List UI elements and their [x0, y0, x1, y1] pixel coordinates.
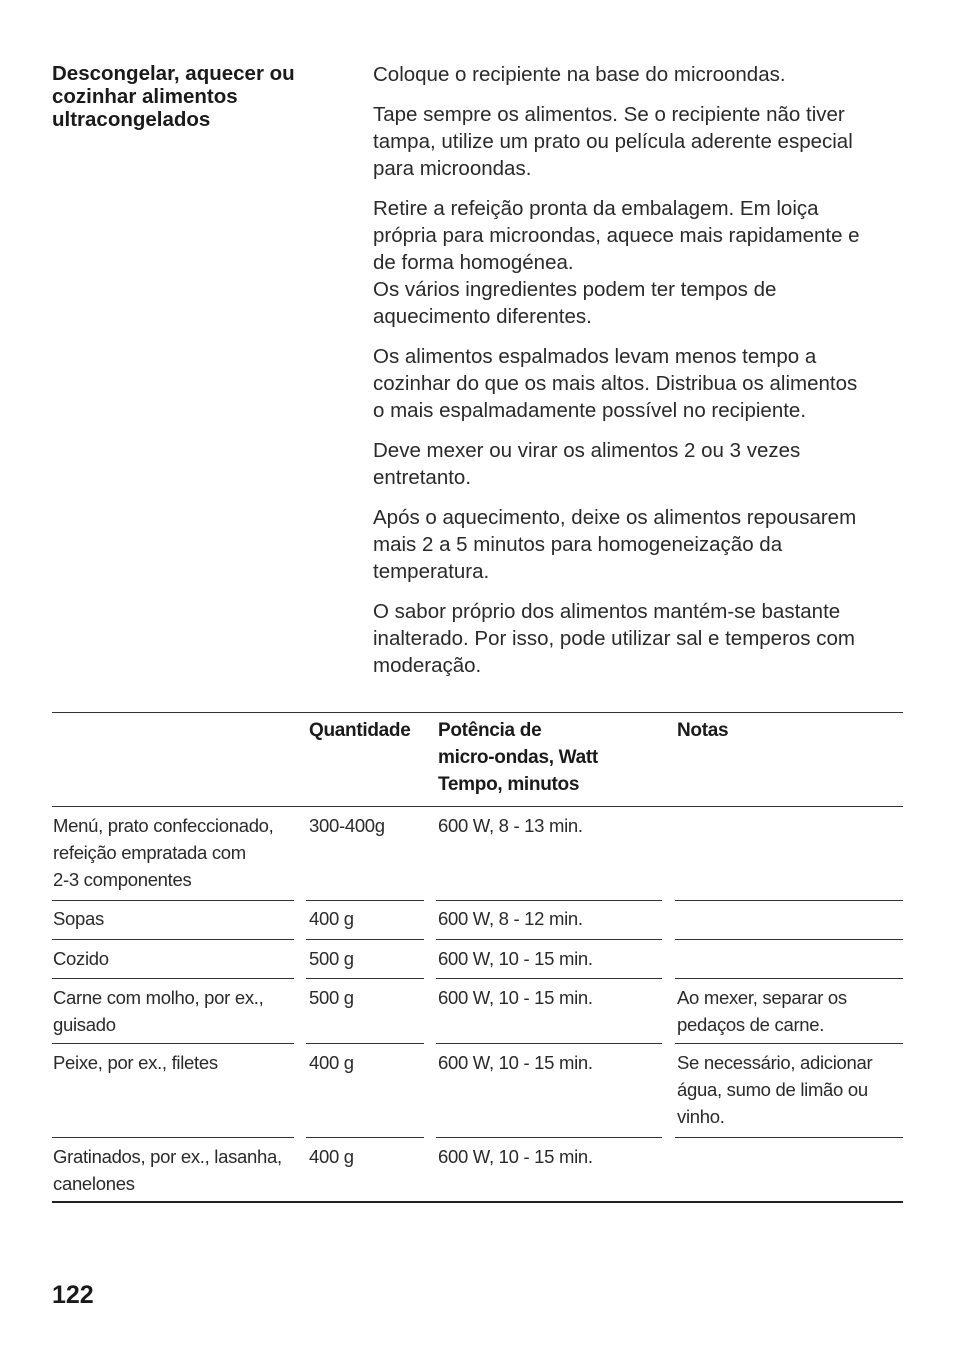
cell-power-time: 600 W, 8 - 12 min.: [438, 908, 583, 929]
row-divider: [675, 939, 903, 940]
cell-power-time: 600 W, 8 - 13 min.: [438, 815, 583, 836]
row-divider: [436, 939, 662, 940]
cell-food: Peixe, por ex., filetes: [53, 1052, 218, 1073]
row-divider: [52, 939, 294, 940]
cell-quantity: 400 g: [309, 1052, 354, 1073]
row-divider: [675, 900, 903, 901]
cell-food: Carne com molho, por ex., guisado: [53, 987, 264, 1035]
row-divider: [675, 1137, 903, 1138]
cell-quantity: 300-400g: [309, 815, 385, 836]
cell-power-time: 600 W, 10 - 15 min.: [438, 987, 593, 1008]
row-divider: [52, 1043, 294, 1044]
row-divider: [52, 1137, 294, 1138]
cell-food: Cozido: [53, 948, 109, 969]
instructions-text: [373, 61, 918, 692]
table-bottom-rule: [52, 1201, 903, 1203]
page-number: 122: [52, 1281, 94, 1309]
cell-notes: Se necessário, adicionar água, sumo de limão ou vinho.: [677, 1052, 873, 1127]
table-top-rule: [52, 712, 903, 713]
section-heading: Descongelar, aquecer ou cozinhar alimentos ultracongelados: [52, 62, 295, 131]
row-divider: [436, 1137, 662, 1138]
cell-quantity: 400 g: [309, 1146, 354, 1167]
paragraph: Após o aquecimento, deixe os alimentos repousarem mais 2 a 5 minutos para homogeneização da temperatura.: [373, 506, 857, 583]
cell-power-time: 600 W, 10 - 15 min.: [438, 1052, 593, 1073]
cell-power-time: 600 W, 10 - 15 min.: [438, 1146, 593, 1167]
paragraph: O sabor próprio dos alimentos mantém-se bastante inalterado. Por isso, pode utilizar sal e temperos com moderação.: [373, 600, 855, 677]
cell-quantity: 400 g: [309, 908, 354, 929]
header-notes: Notas: [677, 720, 729, 741]
header-quantity: Quantidade: [309, 720, 411, 741]
cell-food: Sopas: [53, 908, 104, 929]
table-header-rule: [52, 806, 903, 807]
row-divider: [436, 978, 662, 979]
cell-quantity: 500 g: [309, 987, 354, 1008]
row-divider: [52, 978, 294, 979]
row-divider: [436, 900, 662, 901]
row-divider: [306, 900, 424, 901]
cell-power-time: 600 W, 10 - 15 min.: [438, 948, 593, 969]
paragraph: Deve mexer ou virar os alimentos 2 ou 3 vezes entretanto.: [373, 439, 801, 489]
row-divider: [306, 978, 424, 979]
cell-food: Menú, prato confeccionado, refeição empratada com 2-3 componentes: [53, 815, 274, 890]
row-divider: [436, 1043, 662, 1044]
paragraph: Retire a refeição pronta da embalagem. Em loiça própria para microondas, aquece mais rapidamente e de forma homogénea. Os vários ingredientes podem ter tempos de aquecimento diferentes.: [373, 197, 860, 328]
row-divider: [306, 939, 424, 940]
row-divider: [306, 1137, 424, 1138]
row-divider: [306, 1043, 424, 1044]
cell-food: Gratinados, por ex., lasanha, canelones: [53, 1146, 282, 1194]
cell-quantity: 500 g: [309, 948, 354, 969]
row-divider: [675, 1043, 903, 1044]
row-divider: [675, 978, 903, 979]
row-divider: [52, 900, 294, 901]
paragraph: Tape sempre os alimentos. Se o recipiente não tiver tampa, utilize um prato ou película aderente especial para microondas.: [373, 103, 853, 180]
header-power-time: Potência de micro-ondas, Watt Tempo, minutos: [438, 720, 598, 795]
paragraph: Os alimentos espalmados levam menos tempo a cozinhar do que os mais altos. Distribua os alimentos o mais espalmadamente possível no recipiente.: [373, 345, 858, 422]
paragraph: Coloque o recipiente na base do microondas.: [373, 63, 786, 86]
cell-notes: Ao mexer, separar os pedaços de carne.: [677, 987, 847, 1035]
